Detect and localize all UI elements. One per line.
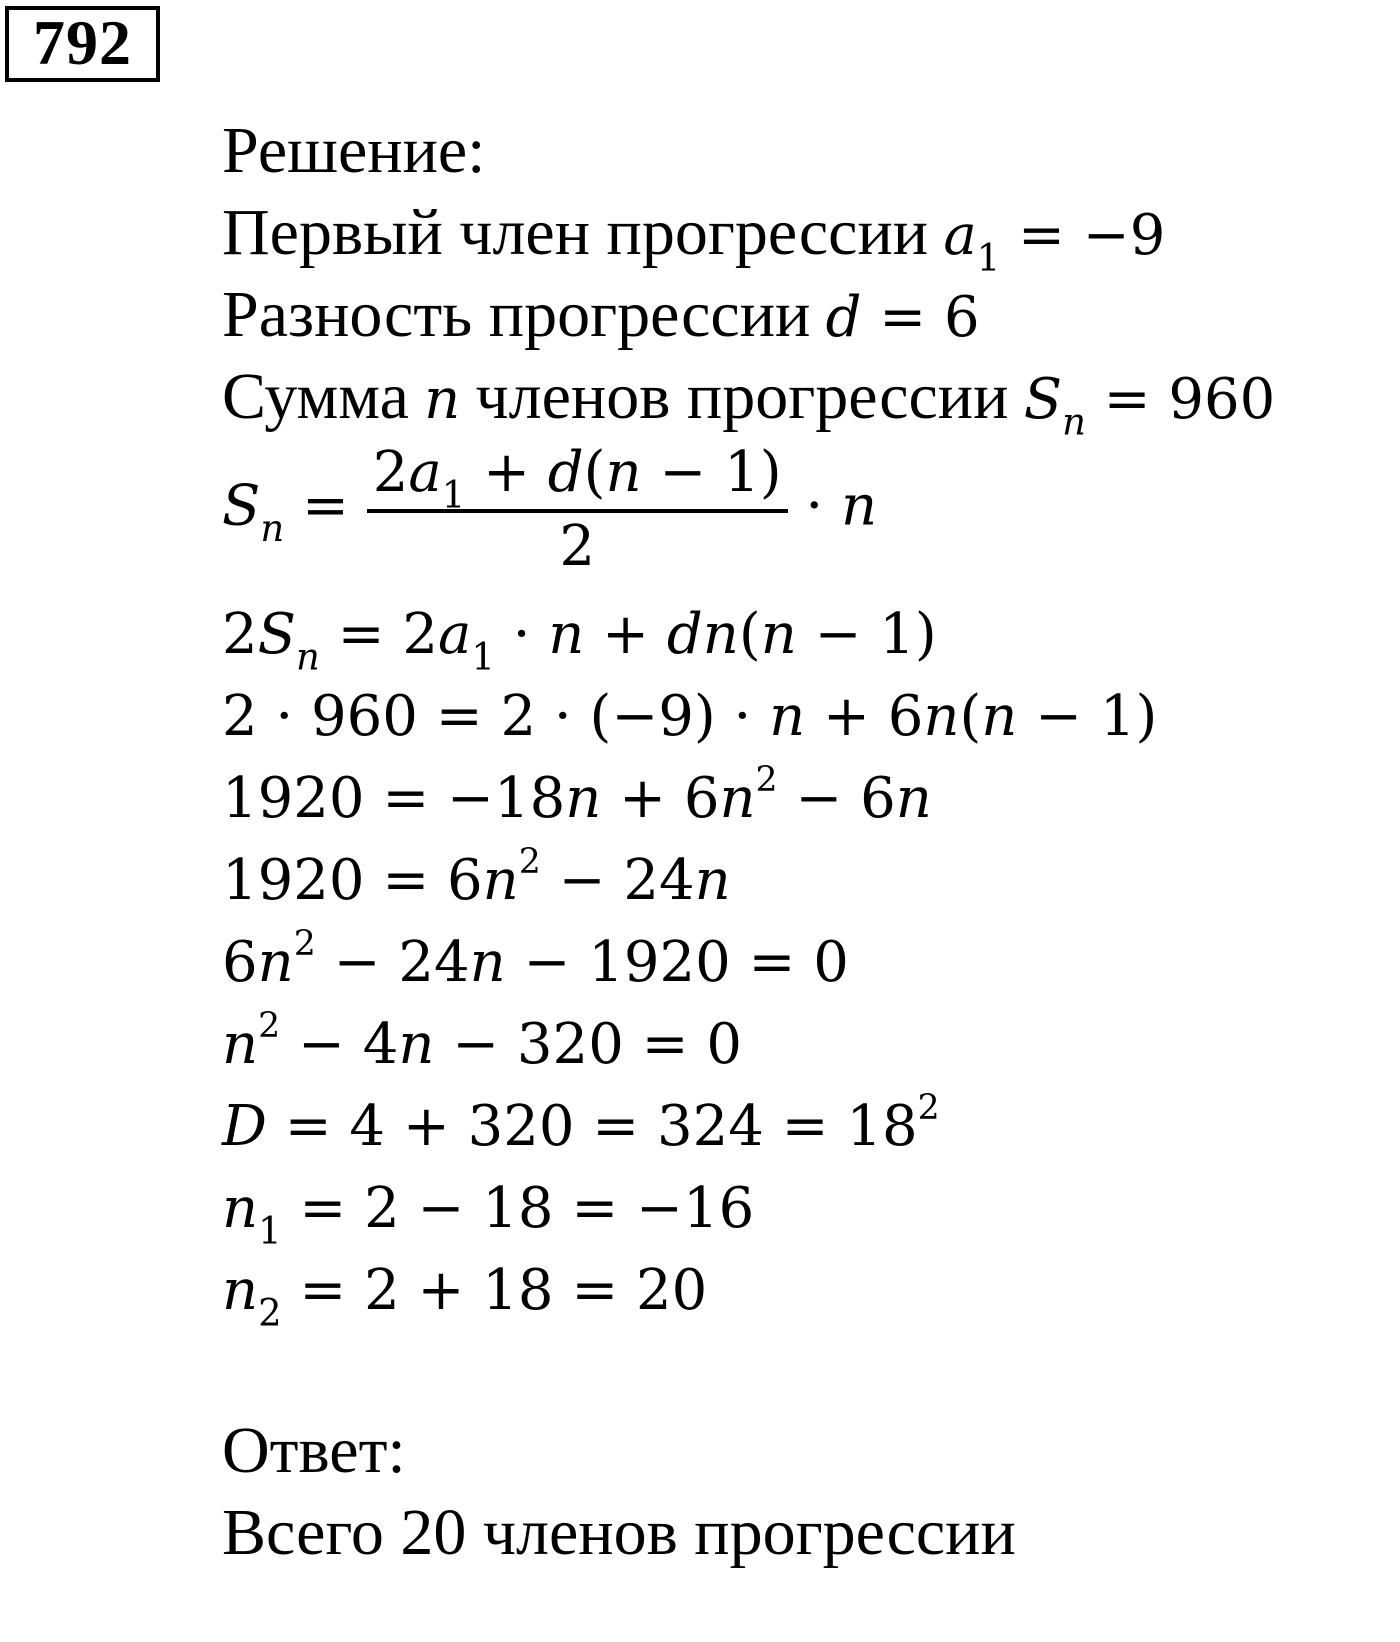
problem-number: 792 <box>5 6 160 82</box>
var-n: n <box>694 848 731 913</box>
given-difference <box>222 278 980 351</box>
root-2 <box>222 1258 708 1335</box>
sup-2: 2 <box>293 923 316 964</box>
step-7 <box>222 1005 742 1077</box>
plus-six: + 6 <box>601 766 720 831</box>
var-n: n <box>895 766 932 831</box>
minus-one: − 1) <box>796 602 937 667</box>
step-4 <box>222 759 932 831</box>
eq-part: 2 · 960 = 2 · (−9) · <box>222 684 770 749</box>
sub-n: n <box>260 507 285 551</box>
var-n: n <box>257 930 294 995</box>
var-n: n <box>565 766 602 831</box>
sum-formula <box>222 440 878 579</box>
step-2 <box>222 602 937 679</box>
sup-2: 2 <box>258 1005 281 1046</box>
var-a: a <box>408 440 442 505</box>
var-d: d <box>547 440 584 505</box>
minus-4: − 4 <box>280 1012 399 1077</box>
sum-eq: = 960 <box>1085 367 1276 432</box>
given-sum <box>222 360 1276 444</box>
var-n: n <box>222 1176 259 1241</box>
eq-part: 1920 = 6 <box>222 848 483 913</box>
sum-text-2: членов прогрессии <box>475 360 1009 433</box>
plus: + <box>584 602 667 667</box>
answer-label: Ответ: <box>222 1414 406 1487</box>
sub-1: 1 <box>471 635 495 679</box>
step-3 <box>222 684 1158 749</box>
var-s: S <box>257 602 297 667</box>
var-n: n <box>841 473 878 539</box>
sub-n: n <box>1062 400 1086 444</box>
fraction-denominator: 2 <box>559 514 595 579</box>
root-1 <box>222 1176 755 1253</box>
eq-part: − 320 = 0 <box>434 1012 742 1077</box>
step-6 <box>222 923 849 995</box>
discriminant <box>222 1087 940 1159</box>
difference-text: Разность прогрессии <box>222 278 811 351</box>
step-5 <box>222 841 731 913</box>
first-term-eq: = −9 <box>1000 203 1166 268</box>
var-d-upper: D <box>222 1094 267 1159</box>
solution-label: Решение: <box>222 114 486 187</box>
var-a: a <box>437 602 472 667</box>
coef: 6 <box>222 930 258 995</box>
paren: ( <box>583 440 606 505</box>
eq-part: = 4 + 320 = 324 = 18 <box>266 1094 918 1159</box>
sub-1: 1 <box>976 236 1001 280</box>
eq-part: − 1920 = 0 <box>505 930 849 995</box>
paren: ( <box>959 684 982 749</box>
var-n: n <box>760 602 797 667</box>
var-s: S <box>222 473 261 539</box>
var-n: n <box>398 1012 435 1077</box>
sup-2: 2 <box>917 1087 940 1128</box>
var-n: n <box>981 684 1018 749</box>
plus: + <box>465 440 548 505</box>
eq-part: = 2 <box>319 602 438 667</box>
var-dn: dn <box>666 602 739 667</box>
sub-1: 1 <box>441 473 466 517</box>
var-n: n <box>424 367 461 432</box>
dot: · <box>494 602 549 667</box>
fraction <box>367 440 788 579</box>
minus-one: − 1) <box>641 440 782 505</box>
paren: ( <box>738 602 761 667</box>
var-s: S <box>1023 367 1063 432</box>
num-coef: 2 <box>372 440 409 505</box>
var-n: n <box>222 1012 259 1077</box>
sup-2: 2 <box>755 759 778 800</box>
var-n: n <box>769 684 806 749</box>
fraction-numerator <box>367 440 788 517</box>
minus-24: − 24 <box>315 930 470 995</box>
var-d: d <box>825 285 862 350</box>
eq-part: 1920 = −18 <box>222 766 566 831</box>
answer-text: Всего 20 членов прогрессии <box>222 1496 1016 1569</box>
var-n: n <box>482 848 519 913</box>
coef: 2 <box>222 602 258 667</box>
given-first-term <box>222 196 1166 280</box>
sub-n: n <box>296 635 320 679</box>
equals: = <box>284 473 367 539</box>
difference-eq: = 6 <box>861 285 980 350</box>
var-n: n <box>923 684 960 749</box>
var-n: n <box>469 930 506 995</box>
var-n: n <box>719 766 756 831</box>
var-n: n <box>222 1258 259 1323</box>
sum-text-1: Сумма <box>222 360 409 433</box>
minus-one: − 1) <box>1017 684 1158 749</box>
eq-part: = 2 − 18 = −16 <box>281 1176 755 1241</box>
var-n: n <box>548 602 585 667</box>
var-n: n <box>605 440 642 505</box>
minus-24: − 24 <box>540 848 695 913</box>
plus-six: + 6 <box>805 684 924 749</box>
var-a: a <box>943 203 977 268</box>
sub-1: 1 <box>258 1209 282 1253</box>
dot: · <box>787 473 841 539</box>
sup-2: 2 <box>518 841 541 882</box>
eq-part: = 2 + 18 = 20 <box>281 1258 708 1323</box>
minus-six: − 6 <box>777 766 896 831</box>
first-term-text: Первый член прогрессии <box>222 196 929 269</box>
sub-2: 2 <box>258 1291 282 1335</box>
